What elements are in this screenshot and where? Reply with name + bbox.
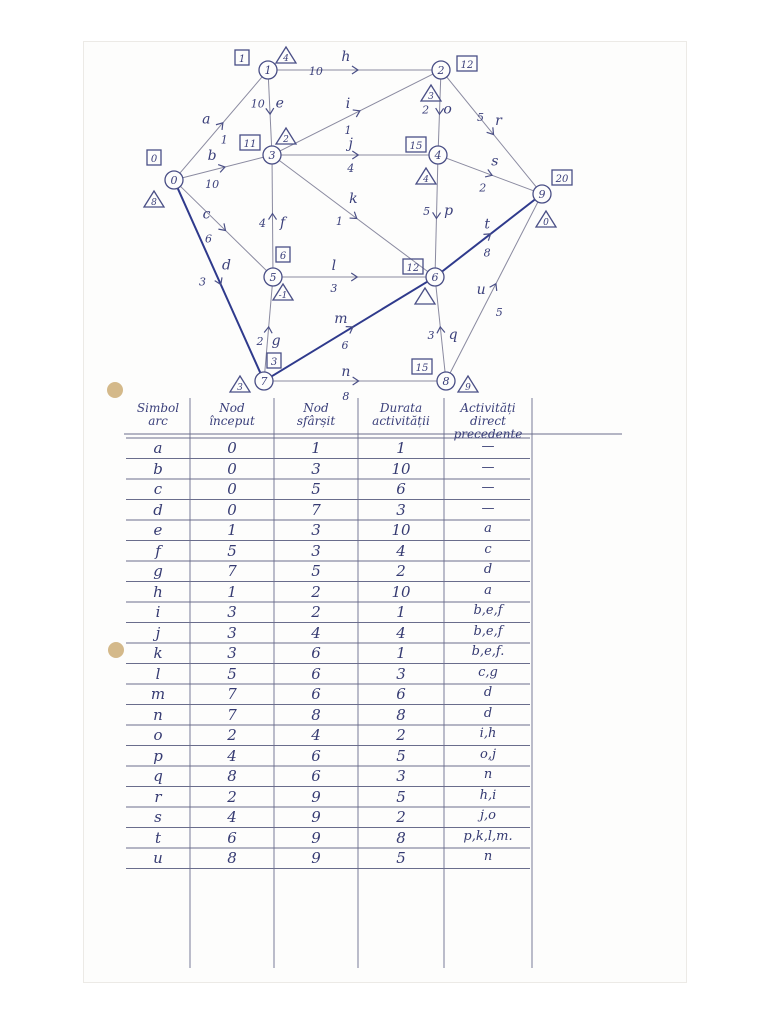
arc-label-c: c — [202, 206, 211, 223]
cell-pred: p,k,l,m. — [463, 828, 513, 844]
arc-duration-n: 8 — [342, 390, 350, 403]
cell-start: 1 — [227, 582, 237, 601]
header-line: Nod — [303, 401, 329, 415]
header-line: început — [209, 414, 255, 428]
early-time-2: 12 — [460, 60, 474, 71]
cell-dur: 5 — [396, 787, 406, 806]
arc-duration-g: 2 — [256, 335, 264, 349]
node-label-1: 1 — [264, 64, 272, 77]
cell-pred: o,j — [480, 746, 496, 762]
cell-start: 7 — [227, 705, 237, 724]
cell-end: 7 — [311, 500, 321, 519]
header-line: Activități direct — [460, 401, 516, 428]
cell-pred: b,e,f — [473, 603, 503, 618]
arc-label-f: f — [279, 215, 286, 232]
cell-pred: h,i — [479, 787, 497, 803]
cell-dur: 2 — [396, 726, 406, 744]
early-time-9: 20 — [555, 174, 569, 185]
node-label-4: 4 — [434, 149, 442, 162]
cell-dur: 4 — [396, 623, 406, 642]
slack-value-7: 3 — [237, 383, 243, 393]
cell-start: 0 — [227, 500, 237, 519]
cell-start: 4 — [227, 746, 237, 765]
cell-start: 3 — [227, 623, 237, 642]
cell-pred: i,h — [479, 726, 497, 741]
header-line: activității — [372, 414, 430, 428]
cell-end: 2 — [311, 603, 321, 621]
arc-label-m: m — [334, 311, 348, 328]
arc-label-k: k — [349, 190, 358, 207]
cell-symbol: a — [153, 439, 163, 457]
cell-pred: — — [481, 439, 495, 454]
cell-symbol: n — [153, 705, 163, 724]
cell-end: 3 — [311, 521, 321, 539]
early-time-1: 1 — [238, 54, 246, 65]
arc-duration-b: 10 — [205, 177, 220, 191]
cell-dur: 1 — [396, 603, 406, 621]
cell-start: 4 — [227, 808, 237, 826]
slack-value-0: 8 — [151, 198, 157, 208]
cell-symbol: i — [155, 603, 161, 621]
cell-end: 9 — [311, 828, 321, 847]
early-time-7: 3 — [270, 357, 278, 368]
early-time-8: 15 — [415, 363, 429, 374]
arc-label-o: o — [443, 101, 452, 118]
cell-dur: 2 — [396, 562, 406, 580]
node-label-0: 0 — [170, 174, 178, 187]
cell-pred: — — [481, 459, 495, 475]
cell-symbol: t — [154, 828, 162, 847]
arc-duration-e: 10 — [250, 97, 265, 111]
cell-symbol: o — [153, 726, 163, 744]
arc-duration-c: 6 — [205, 232, 213, 246]
header-line: Durata — [379, 401, 423, 415]
cell-symbol: e — [153, 521, 163, 539]
arc-label-b: b — [207, 147, 217, 164]
cell-end: 9 — [311, 808, 321, 826]
cell-end: 6 — [311, 685, 321, 703]
cell-pred: — — [481, 480, 495, 495]
cell-pred: — — [481, 500, 495, 516]
cell-start: 0 — [227, 459, 237, 478]
cell-dur: 5 — [396, 849, 406, 867]
arc-duration-i: 1 — [344, 123, 352, 137]
arc-label-s: s — [491, 153, 499, 170]
cell-end: 9 — [311, 849, 321, 867]
cell-end: 6 — [311, 767, 321, 785]
header-line: Nod — [219, 401, 245, 415]
early-time-3: 11 — [243, 139, 257, 150]
cell-symbol: b — [153, 459, 163, 478]
cell-symbol: q — [153, 767, 163, 785]
cell-start: 2 — [227, 726, 237, 744]
header-start — [190, 402, 274, 428]
arc-label-d: d — [222, 257, 231, 274]
cell-start: 8 — [227, 849, 237, 867]
cell-end: 2 — [311, 582, 321, 601]
arc-duration-k: 1 — [335, 214, 343, 228]
node-label-3: 3 — [268, 149, 276, 162]
arc-duration-l: 3 — [330, 282, 338, 295]
arc-label-p: p — [444, 202, 454, 219]
cell-symbol: u — [153, 849, 163, 867]
arc-duration-a: 1 — [220, 133, 228, 147]
early-time-5: 6 — [279, 251, 287, 262]
slack-value-2: 3 — [428, 92, 434, 102]
cell-end: 5 — [311, 480, 321, 498]
header-predecessors — [444, 402, 532, 441]
header-end — [274, 402, 358, 428]
cell-start: 5 — [227, 541, 237, 560]
node-label-2: 2 — [437, 64, 445, 77]
cell-end: 3 — [311, 541, 321, 560]
cell-dur: 10 — [391, 582, 411, 601]
cell-dur: 8 — [396, 705, 406, 724]
arc-duration-r: 5 — [476, 110, 484, 124]
node-label-9: 9 — [538, 188, 546, 201]
cell-pred: n — [483, 849, 493, 864]
cell-start: 1 — [227, 521, 237, 539]
cell-start: 6 — [227, 828, 237, 847]
cell-dur: 3 — [396, 767, 406, 785]
slack-value-1: 4 — [283, 54, 289, 64]
arc-label-j: j — [348, 136, 353, 152]
cell-end: 8 — [311, 705, 321, 724]
cell-dur: 10 — [391, 459, 411, 478]
cell-symbol: s — [154, 808, 162, 826]
arc-duration-o: 2 — [422, 103, 430, 117]
cell-end: 4 — [311, 726, 321, 744]
cell-dur: 8 — [396, 828, 406, 847]
cell-dur: 1 — [396, 439, 406, 457]
node-label-7: 7 — [260, 375, 268, 388]
cell-pred: a — [484, 521, 492, 536]
cell-symbol: c — [153, 480, 163, 498]
header-line: arc — [148, 414, 168, 428]
cell-dur: 1 — [396, 644, 406, 662]
cell-end: 6 — [311, 644, 321, 662]
arc-duration-m: 6 — [341, 339, 349, 353]
cell-symbol: f — [155, 541, 161, 560]
cell-start: 8 — [227, 767, 237, 785]
slack-value-9: 0 — [543, 218, 549, 228]
cell-end: 5 — [311, 562, 321, 580]
arc-duration-t: 8 — [483, 246, 491, 260]
arc-label-l: l — [331, 258, 337, 274]
header-duration — [358, 402, 444, 428]
slack-value-5: -1 — [278, 291, 288, 301]
arc-label-h: h — [341, 49, 351, 65]
arc-label-r: r — [495, 112, 502, 129]
early-time-6: 12 — [406, 263, 420, 274]
cell-dur: 6 — [396, 685, 406, 703]
node-label-5: 5 — [269, 271, 277, 284]
cell-symbol: k — [153, 644, 163, 662]
arc-label-g: g — [271, 333, 281, 350]
cell-end: 4 — [311, 623, 321, 642]
cell-pred: b,e,f — [473, 623, 503, 639]
arc-duration-s: 2 — [479, 181, 487, 195]
cell-pred: d — [483, 562, 493, 577]
cell-start: 0 — [227, 439, 237, 457]
cell-symbol: j — [155, 623, 161, 642]
arc-duration-j: 4 — [347, 162, 355, 175]
cell-symbol: m — [150, 685, 166, 703]
arc-duration-u: 5 — [495, 305, 503, 319]
cell-start: 3 — [227, 644, 237, 662]
cell-pred: c,g — [478, 664, 498, 680]
arc-duration-p: 5 — [423, 204, 431, 218]
cell-pred: a — [484, 582, 492, 598]
arc-label-u: u — [476, 281, 486, 298]
cell-end: 6 — [311, 746, 321, 765]
header-line: sfârșit — [296, 414, 336, 428]
node-label-6: 6 — [431, 271, 439, 284]
arc-label-e: e — [275, 95, 284, 112]
header-line: precedente — [453, 427, 523, 441]
cell-start: 5 — [227, 664, 237, 683]
arc-duration-d: 3 — [199, 275, 206, 289]
cell-end: 6 — [311, 664, 321, 683]
cell-pred: d — [483, 685, 493, 700]
early-time-4: 15 — [409, 141, 423, 152]
cell-pred: d — [483, 705, 493, 721]
arc-duration-f: 4 — [259, 217, 267, 231]
cell-start: 2 — [227, 787, 237, 806]
cell-symbol: h — [153, 582, 163, 601]
cell-end: 3 — [311, 459, 321, 478]
cell-start: 7 — [227, 685, 237, 703]
header-line: Simbol — [136, 401, 180, 415]
cell-start: 3 — [227, 603, 237, 621]
cell-symbol: r — [154, 787, 162, 806]
arc-label-i: i — [345, 95, 351, 112]
cell-dur: 6 — [396, 480, 406, 498]
slack-value-3: 2 — [283, 135, 289, 145]
arc-label-q: q — [448, 327, 458, 344]
arc-label-a: a — [202, 111, 211, 128]
early-time-0: 0 — [150, 154, 158, 165]
cell-end: 1 — [311, 439, 321, 457]
arc-duration-h: 10 — [308, 65, 323, 78]
cell-pred: b,e,f. — [471, 644, 505, 659]
cell-symbol: p — [153, 746, 163, 765]
slack-value-8: 9 — [465, 383, 471, 393]
cell-start: 7 — [227, 562, 237, 580]
cell-pred: j,o — [480, 808, 496, 823]
cell-dur: 4 — [396, 541, 406, 560]
cell-dur: 3 — [396, 500, 406, 519]
slack-value-4: 4 — [423, 175, 429, 185]
cell-pred: n — [483, 767, 493, 782]
cell-symbol: d — [153, 500, 163, 519]
cell-dur: 5 — [396, 746, 406, 765]
node-label-8: 8 — [442, 375, 450, 388]
arc-label-t: t — [484, 216, 490, 233]
arc-label-n: n — [341, 364, 351, 380]
cell-symbol: g — [153, 562, 163, 580]
cell-start: 0 — [227, 480, 237, 498]
cell-dur: 10 — [391, 521, 411, 539]
arc-duration-q: 3 — [427, 329, 435, 343]
cell-pred: c — [484, 541, 492, 557]
cell-dur: 3 — [396, 664, 406, 683]
cell-dur: 2 — [396, 808, 406, 826]
cell-end: 9 — [311, 787, 321, 806]
cell-symbol: l — [155, 664, 161, 683]
header-symbol — [126, 402, 190, 428]
